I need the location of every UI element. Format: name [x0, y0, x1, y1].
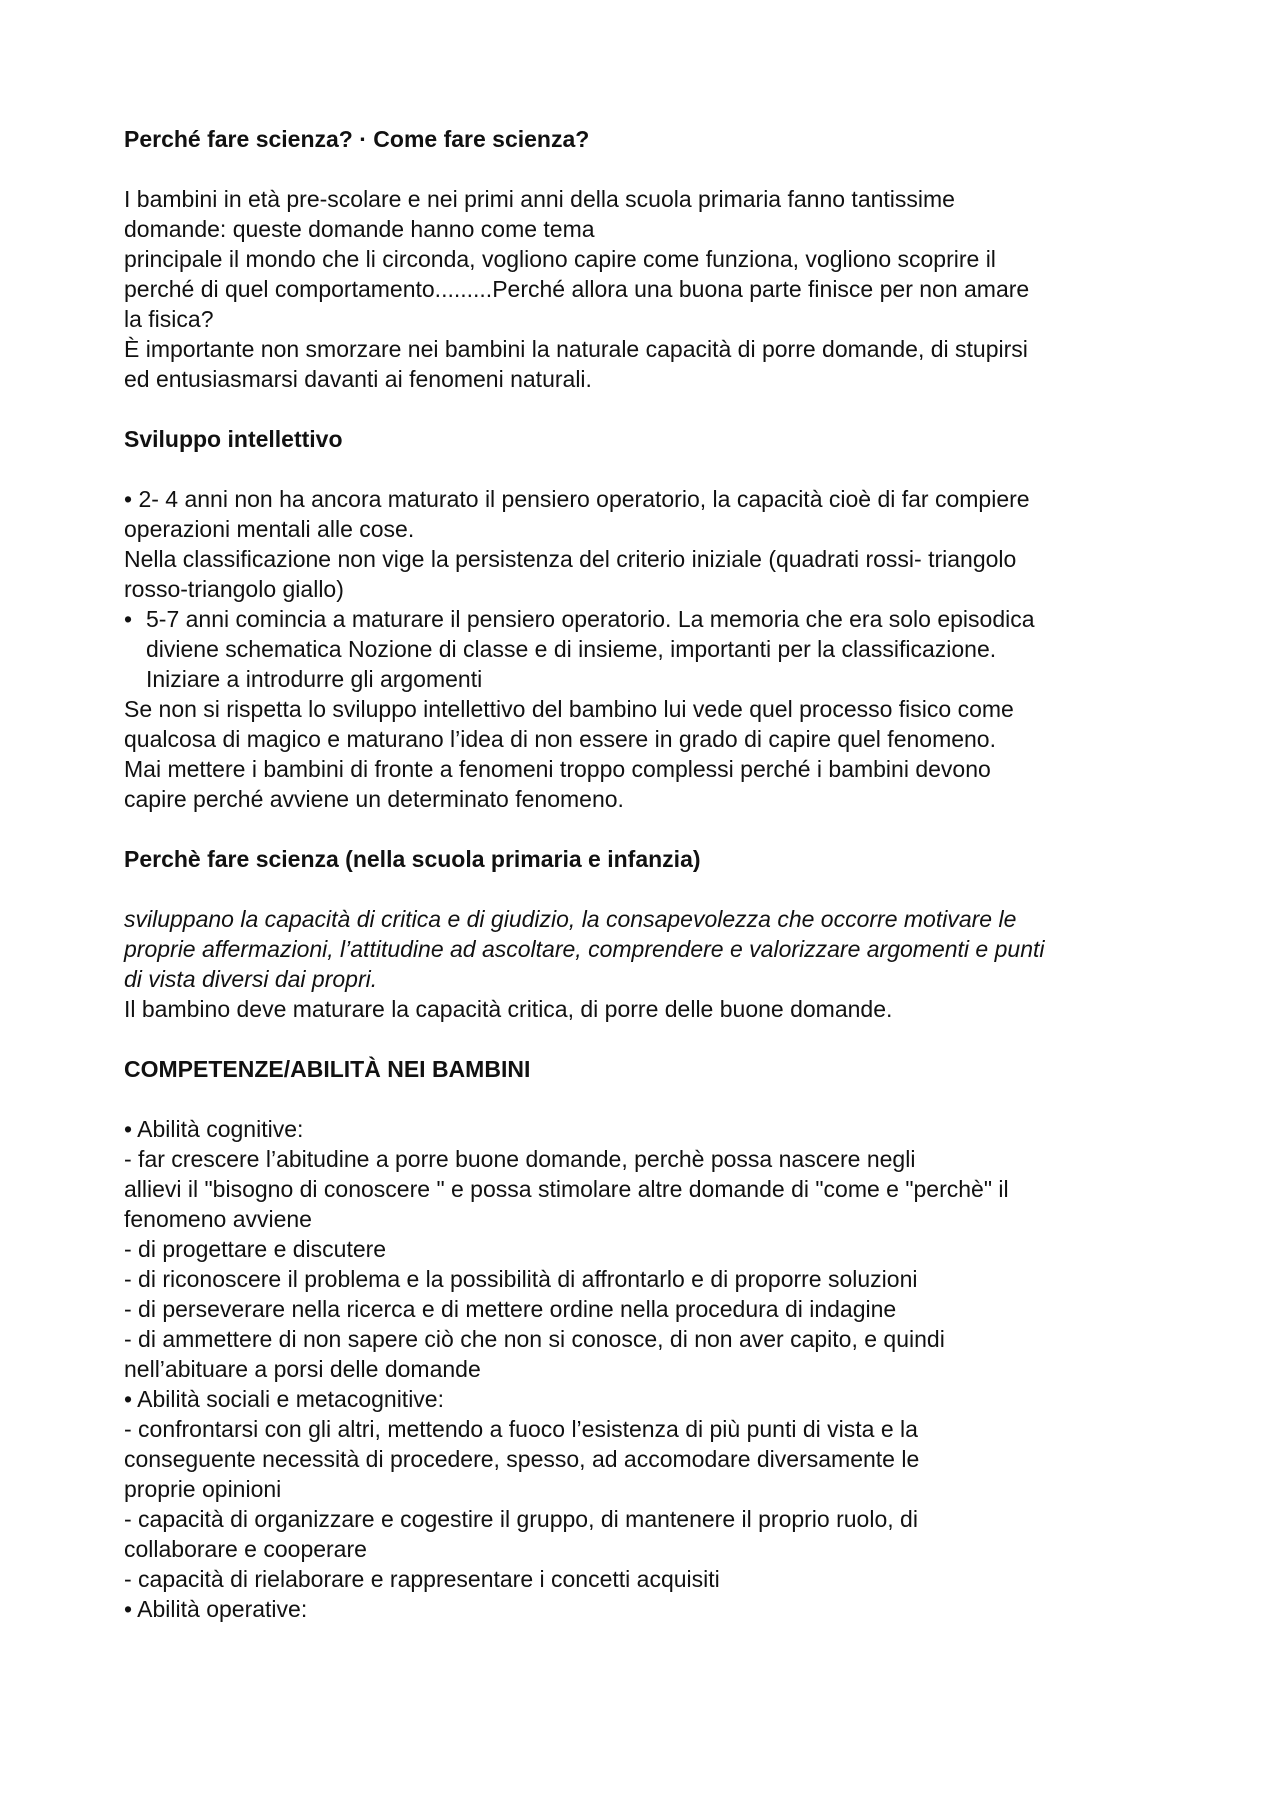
- paragraph-line: rosso-triangolo giallo): [124, 576, 344, 602]
- list-item: - di riconoscere il problema e la possibilità di affrontarlo e di proporre soluzioni: [124, 1266, 918, 1292]
- paragraph-line: Se non si rispetta lo sviluppo intellettivo del bambino lui vede quel processo fisico come: [124, 696, 1014, 722]
- section-heading-perche-fare-scienza: Perché fare scienza? · Come fare scienza?: [124, 126, 590, 152]
- paragraph-line: Il bambino deve maturare la capacità critica, di porre delle buone domande.: [124, 996, 893, 1022]
- spacer: [124, 394, 1174, 424]
- list-item: • Abilità sociali e metacognitive:: [124, 1386, 444, 1412]
- italic-line: sviluppano la capacità di critica e di giudizio, la consapevolezza che occorre motivare le: [124, 906, 1017, 932]
- italic-line: proprie affermazioni, l’attitudine ad ascoltare, comprendere e valorizzare argomenti e punti: [124, 936, 1045, 962]
- list-item: nell’abituare a porsi delle domande: [124, 1356, 481, 1382]
- italic-line: di vista diversi dai propri.: [124, 966, 378, 992]
- bullet-text: 5-7 anni comincia a maturare il pensiero operatorio. La memoria che era solo episodica: [146, 606, 1035, 632]
- paragraph-line: • 2- 4 anni non ha ancora maturato il pensiero operatorio, la capacità cioè di far compiere: [124, 486, 1030, 512]
- spacer: [124, 1084, 1174, 1114]
- list-item: - confrontarsi con gli altri, mettendo a fuoco l’esistenza di più punti di vista e la: [124, 1416, 918, 1442]
- list-item: - capacità di rielaborare e rappresentare i concetti acquisiti: [124, 1566, 720, 1592]
- section-heading-competenze: COMPETENZE/ABILITÀ NEI BAMBINI: [124, 1056, 531, 1082]
- paragraph-line: qualcosa di magico e maturano l’idea di non essere in grado di capire quel fenomeno.: [124, 726, 996, 752]
- paragraph-line: domande: queste domande hanno come tema: [124, 216, 595, 242]
- development-paragraph: [124, 484, 1174, 814]
- list-item: • Abilità cognitive:: [124, 1116, 304, 1142]
- critical-thinking-paragraph: [124, 904, 1174, 1024]
- paragraph-line: I bambini in età pre-scolare e nei primi anni della scuola primaria fanno tantissime: [124, 186, 955, 212]
- spacer: [124, 154, 1174, 184]
- paragraph-line: È importante non smorzare nei bambini la naturale capacità di porre domande, di stupirsi: [124, 336, 1028, 362]
- list-item: - di ammettere di non sapere ciò che non si conosce, di non aver capito, e quindi: [124, 1326, 945, 1352]
- bullet-line: [124, 604, 1174, 634]
- list-item: - far crescere l’abitudine a porre buone domande, perchè possa nascere negli: [124, 1146, 916, 1172]
- spacer: [124, 1024, 1174, 1054]
- section-heading-sviluppo-intellettivo: Sviluppo intellettivo: [124, 426, 343, 452]
- paragraph-line: capire perché avviene un determinato fenomeno.: [124, 786, 624, 812]
- list-item: collaborare e cooperare: [124, 1536, 367, 1562]
- bullet-marker: •: [124, 606, 133, 632]
- competences-list: [124, 1114, 1174, 1624]
- list-item: - di progettare e discutere: [124, 1236, 387, 1262]
- intro-paragraph: [124, 184, 1174, 394]
- list-item: - capacità di organizzare e cogestire il gruppo, di mantenere il proprio ruolo, di: [124, 1506, 918, 1532]
- list-item: fenomeno avviene: [124, 1206, 312, 1232]
- paragraph-line: ed entusiasmarsi davanti ai fenomeni naturali.: [124, 366, 592, 392]
- list-item: - di perseverare nella ricerca e di mettere ordine nella procedura di indagine: [124, 1296, 897, 1322]
- paragraph-line: Mai mettere i bambini di fronte a fenomeni troppo complessi perché i bambini devono: [124, 756, 991, 782]
- list-item: • Abilità operative:: [124, 1596, 308, 1622]
- bullet-continuation-line: Iniziare a introdurre gli argomenti: [146, 666, 483, 692]
- paragraph-line: Nella classificazione non vige la persistenza del criterio iniziale (quadrati rossi- triangolo: [124, 546, 1017, 572]
- spacer: [124, 454, 1174, 484]
- list-item: allievi il "bisogno di conoscere " e possa stimolare altre domande di "come e "perchè" il: [124, 1176, 1009, 1202]
- paragraph-line: operazioni mentali alle cose.: [124, 516, 415, 542]
- bullet-continuation-line: diviene schematica Nozione di classe e di insieme, importanti per la classificazione.: [146, 636, 997, 662]
- section-heading-perche-fare-scienza-primaria: Perchè fare scienza (nella scuola primaria e infanzia): [124, 846, 701, 872]
- list-item: proprie opinioni: [124, 1476, 282, 1502]
- paragraph-line: la fisica?: [124, 306, 214, 332]
- spacer: [124, 874, 1174, 904]
- list-item: conseguente necessità di procedere, spesso, ad accomodare diversamente le: [124, 1446, 920, 1472]
- paragraph-line: perché di quel comportamento.........Perché allora una buona parte finisce per non amare: [124, 276, 1030, 302]
- document-page: [124, 124, 1174, 1624]
- spacer: [124, 814, 1174, 844]
- paragraph-line: principale il mondo che li circonda, vogliono capire come funziona, vogliono scoprire il: [124, 246, 996, 272]
